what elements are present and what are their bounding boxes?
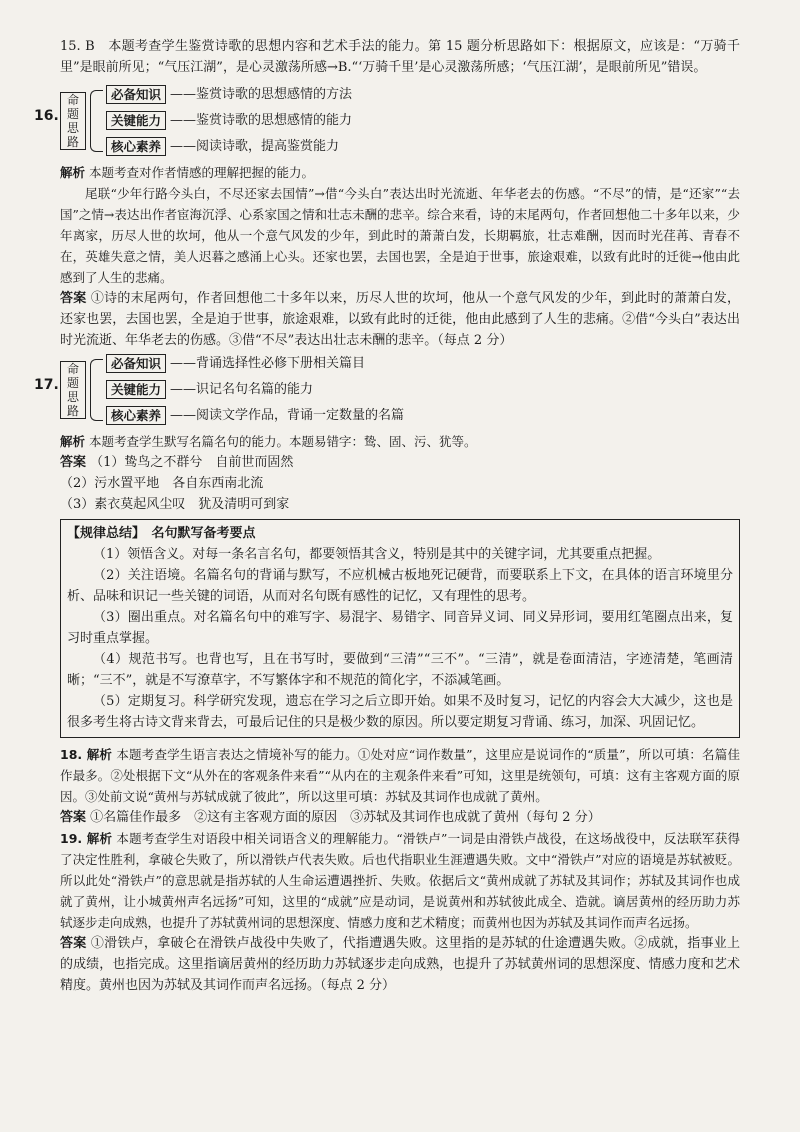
q18-answer	[60, 807, 740, 828]
q17-answer-2: （2）污水置平地 各自东西南北流	[60, 476, 264, 491]
analysis-text: 本题考查学生对语段中相关词语含义的理解能力。“滑铁卢”一词是由滑铁卢战役，在这场战役中，反法联军获得了决定性胜利，拿破仑失败了，所以滑铁卢代表失败。后也代指职业生涯遭遇失败。文中“滑铁卢”对应的语境是苏轼被贬。所以此处“滑铁卢”的意思就是指苏轼的人生命运遭遇挫折、失败。依据后文“黄州成就了苏轼及其词作；苏轼及其词作也成就了黄州，让小城黄州声名远扬”可知，这里的“成就”应是动词，是说黄州和苏轼彼此成全、造就。谪居黄州的经历助力苏轼逐步走向成熟，也提升了苏轼黄州词的思想深度、情感力度和艺术精度；而黄州也因为苏轼及其词作而声名远扬。	[60, 831, 740, 930]
q16-analysis	[60, 162, 740, 183]
q16-row-literacy	[106, 136, 339, 156]
summary-item: （4）规范书写。也背也写，且在书写时，要做到“三清”“三不”。“三清”，就是卷面清洁，字迹清楚，笔画清晰；“三不”，就是不写潦草字，不写繁体字和不规范的简化字，不添减笔画。	[67, 652, 733, 688]
q16-row-text: ——阅读诗歌，提高鉴赏能力	[170, 138, 340, 154]
answer-text: ①名篇佳作最多 ②这有主客观方面的原因 ③苏轼及其词作也成就了黄州（每句 2 分）	[90, 810, 601, 825]
analysis-label: 解析	[60, 434, 86, 449]
q16-tag: 必备知识	[106, 85, 166, 104]
vlabel-char: 命	[66, 93, 79, 107]
rule-summary-box	[60, 519, 740, 738]
q17-analysis	[60, 431, 740, 452]
q16-answer	[60, 288, 740, 351]
q17-row-text: ——识记名句名篇的能力	[170, 381, 314, 397]
vlabel-char: 路	[66, 135, 79, 149]
summary-item: （5）定期复习。科学研究发现，遗忘在学习之后立即开始。如果不及时复习，记忆的内容会大大减少，这也是很多考生将古诗文背来背去，可最后记住的只是极少数的原因。所以要定期复习背诵、练习，加深、巩固记忆。	[67, 694, 733, 730]
analysis-text: 本题考查学生语言表达之情境补写的能力。①处对应“词作数量”，这里应是说词作的“质量”，所以可填：名篇佳作最多。②处根据下文“从外在的客观条件来看”“从内在的主观条件来看”可知，这里是统领句，可填：这有主客观方面的原因。③处前文说“黄州与苏轼成就了彼此”，所以这里可填：苏轼及其词作也成就了黄州。	[60, 747, 740, 804]
q18-analysis	[60, 744, 740, 807]
q17-vertical-label	[60, 361, 86, 419]
q17-row-text: ——阅读文学作品，背诵一定数量的名篇	[170, 407, 405, 423]
answer-page	[34, 36, 740, 996]
answer-line: （1）鸷鸟之不群兮 自前世而固然	[90, 455, 294, 470]
answer-label: 答案	[60, 291, 87, 306]
q16-row-ability	[106, 110, 352, 130]
q17-answer-3: （3）素衣莫起风尘叹 犹及清明可到家	[60, 497, 290, 512]
q15-text: 15. B 本题考查学生鉴赏诗歌的思想内容和艺术手法的能力。第 15 题分析思路如下：根据原文，应该是：“万骑千里”是眼前所见；“气压江湖”，是心灵激荡所感→B.“‘万骑千里’是心灵激荡所感；‘气压江湖’，是眼前所见”错误。	[60, 39, 740, 75]
vlabel-char: 命	[66, 362, 79, 376]
q17-thinking-map	[34, 353, 740, 425]
vlabel-char: 题	[66, 107, 79, 121]
q19-answer	[60, 933, 740, 996]
summary-item: （3）圈出重点。对名篇名句中的难写字、易混字、易错字、同音异义词、同义异形词，要用红笔圈点出来，复习时重点掌握。	[67, 610, 733, 646]
q16-vertical-label	[60, 92, 86, 150]
q17-row-text: ——背诵选择性必修下册相关篇目	[170, 355, 366, 371]
q17-row-ability	[106, 379, 313, 399]
q17-tag: 核心素养	[106, 406, 166, 425]
q16-row-text: ——鉴赏诗歌的思想感情的方法	[170, 86, 353, 102]
answer-label: 答案	[60, 936, 87, 951]
analysis-label: 解析	[60, 165, 86, 180]
answer-label: 答案	[60, 810, 87, 825]
answer-text: ①诗的末尾两句，作者回想他二十多年以来，历尽人世的坎坷，他从一个意气风发的少年，到此时的萧萧白发，还家也罢，去国也罢，全是迫于世事，旅途艰难，以致有此时的迁徙，他由此感到了人生的悲痛。②借“今头白”表达出时光流逝、年华老去的伤感。③借“不尽”表达出壮志未酬的悲辛。（每点 2 分）	[60, 291, 740, 348]
vlabel-char: 题	[66, 376, 79, 390]
q18-label: 18. 解析	[60, 747, 113, 762]
answer-label: 答案	[60, 455, 87, 470]
q17-brace	[90, 359, 103, 421]
q16-thinking-map	[34, 84, 740, 156]
q16-analysis-body: 尾联“少年行路今头白，不尽还家去国情”→借“今头白”表达出时光流逝、年华老去的伤感。“不尽”的情，是“还家”“去国”之情→表达出作者宦海沉浮、心系家国之情和壮志未酬的悲辛。综合来看，诗的末尾两句，作者回想他二十多年以来，少年离家，历尽人世的坎坷，他从一个意气风发的少年，到此时的萧萧白发，长期羁旅，壮志难酬，因而时光荏苒、青春不在，英雄失意之情，美人迟暮之感涌上心头。还家也罢，去国也罢，全是迫于世事，旅途艰难，以致有此时的迁徙→他由此感到了人生的悲痛。	[60, 186, 740, 285]
q16-number: 16.	[34, 108, 59, 124]
q17-row-literacy	[106, 405, 404, 425]
summary-title: 【规律总结】 名句默写备考要点	[67, 526, 256, 541]
q17-number: 17.	[34, 377, 59, 393]
summary-item: （2）关注语境。名篇名句的背诵与默写，不应机械古板地死记硬背，而要联系上下文，在具体的语言环境里分析、品味和识记一些关键的词语，从而对名句既有感性的记忆，又有理性的思考。	[67, 568, 733, 604]
vlabel-char: 思	[66, 121, 79, 135]
q17-tag: 关键能力	[106, 380, 166, 399]
q16-row-text: ——鉴赏诗歌的思想感情的能力	[170, 112, 353, 128]
summary-item: （1）领悟含义。对每一条名言名句，都要领悟其含义，特别是其中的关键字词，尤其要重点把握。	[93, 547, 661, 562]
answer-text: ①滑铁卢，拿破仑在滑铁卢战役中失败了，代指遭遇失败。这里指的是苏轼的仕途遭遇失败。②成就，指事业上的成绩，也指完成。这里指谪居黄州的经历助力苏轼逐步走向成熟，也提升了苏轼黄州词的思想深度、情感力度和艺术精度。黄州也因为苏轼及其词作而声名远扬。（每点 2 分）	[60, 936, 740, 993]
q16-row-knowledge	[106, 84, 352, 104]
analysis-text: 本题考查对作者情感的理解把握的能力。	[89, 165, 315, 180]
q17-answer	[60, 452, 740, 473]
q16-brace	[90, 90, 103, 152]
vlabel-char: 思	[66, 390, 79, 404]
vlabel-char: 路	[66, 404, 79, 418]
q16-tag: 关键能力	[106, 111, 166, 130]
q17-row-knowledge	[106, 353, 365, 373]
q19-analysis	[60, 828, 740, 933]
q17-tag: 必备知识	[106, 354, 166, 373]
analysis-text: 本题考查学生默写名篇名句的能力。本题易错字：鸷、固、污、犹等。	[89, 434, 477, 449]
q19-label: 19. 解析	[60, 831, 113, 846]
q16-tag: 核心素养	[106, 137, 166, 156]
